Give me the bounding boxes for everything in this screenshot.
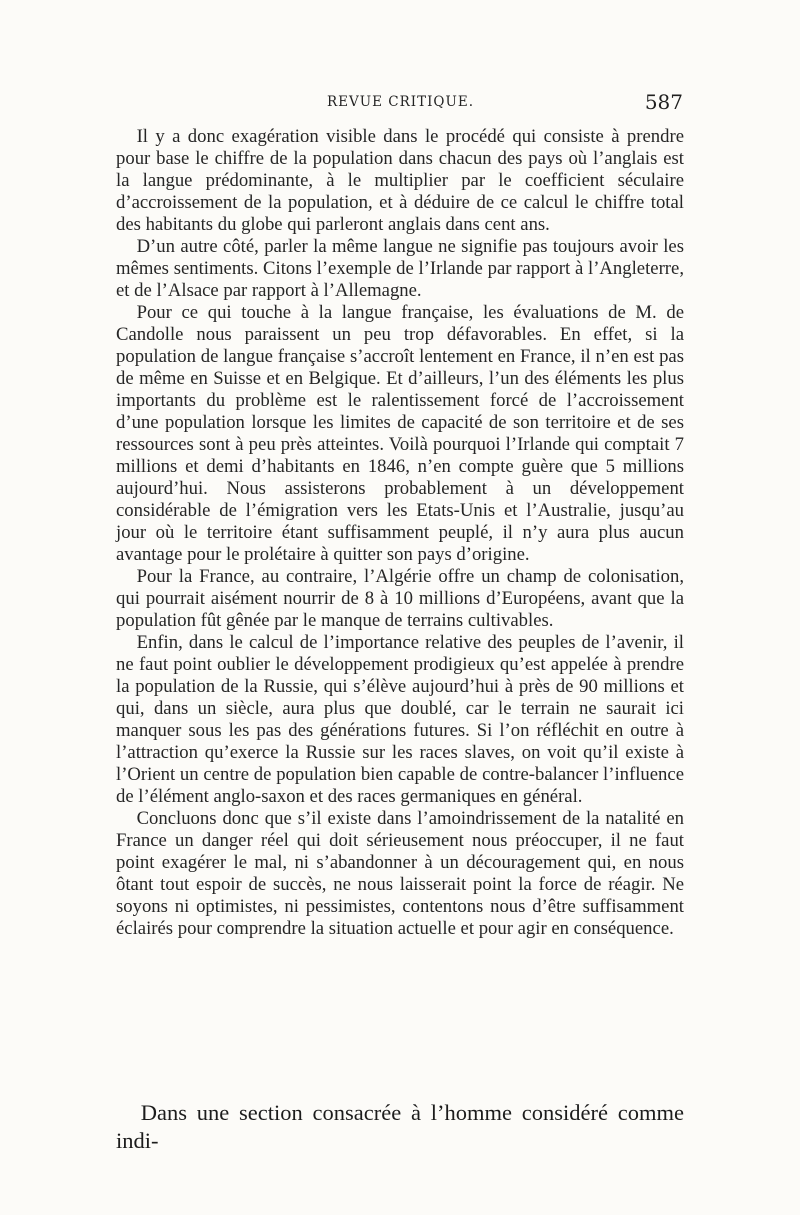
running-head: [118, 90, 683, 120]
paragraph-russia: Enfin, dans le calcul de l’importance relative des peuples de l’avenir, il ne faut point oublier le développement prodigieux qu’est appelée à prendre la population de la Russie, qui s’élève aujourd’hui à près de 90 millions et qui, dans un siècle, aura plus que doublé, car le terrain ne saurait ici manquer sous les pas des générations futures. Si l’on réfléchit en outre à l’attraction qu’exerce la Russie sur les races slaves, on voit qu’il existe à l’Orient un centre de population bien capable de contre-balancer l’influence de l’élément anglo-saxon et des races germaniques en général.: [116, 632, 684, 807]
paragraph-same-language: D’un autre côté, parler la même langue ne signifie pas toujours avoir les mêmes sentiments. Citons l’exemple de l’Irlande par rapport à l’Angleterre, et de l’Alsace par rapport à l’Allemagne.: [116, 236, 684, 301]
paragraph-french-language: Pour ce qui touche à la langue française, les évaluations de M. de Candolle nous paraissent un peu trop défavorables. En effet, si la population de langue française s’accroît lentement en France, il n’en est pas de même en Suisse et en Belgique. Et d’ailleurs, l’un des éléments les plus importants du problème est le ralentissement forcé de l’accroissement d’une population lorsque les limites de capacité de son territoire et de ses ressources sont à peu près atteintes. Voilà pourquoi l’Irlande qui comptait 7 millions et demi d’habitants en 1846, n’en compte guère que 5 millions aujourd’hui. Nous assisterons probablement à un développement considérable de l’émigration vers les Etats-Unis et l’Australie, jusqu’au jour où le territoire étant suffisamment peuplé, il n’y aura plus aucun avantage pour le prolétaire à quitter son pays d’origine.: [116, 302, 684, 565]
body-text: [116, 126, 684, 940]
running-title: REVUE CRITIQUE.: [326, 94, 475, 110]
page-number: 587: [644, 90, 683, 114]
paragraph-exaggeration: Il y a donc exagération visible dans le procédé qui consiste à prendre pour base le chiffre de la population dans chacun des pays où l’anglais est la langue prédominante, à le multiplier par le coefficient séculaire d’accroissement de la population, et à déduire de ce calcul le chiffre total des habitants du globe qui parleront anglais dans cent ans.: [116, 126, 684, 235]
paragraph-conclusion: Concluons donc que s’il existe dans l’amoindrissement de la natalité en France un danger réel qui doit sérieusement nous préoccuper, il ne faut point exagérer le mal, ni s’abandonner à un découragement qui, en nous ôtant tout espoir de succès, ne nous laisserait point la force de réagir. Ne soyons ni optimistes, ni pessimistes, contentons nous d’être suffisamment éclairés pour comprendre la situation actuelle et pour agir en conséquence.: [116, 808, 684, 939]
final-line: Dans une section consacrée à l’homme considéré comme indi-: [116, 1100, 684, 1153]
paragraph-france-algeria: Pour la France, au contraire, l’Algérie offre un champ de colonisation, qui pourrait aisément nourrir de 8 à 10 millions d’Européens, avant que la population fût gênée par le manque de terrains cultivables.: [116, 566, 684, 631]
